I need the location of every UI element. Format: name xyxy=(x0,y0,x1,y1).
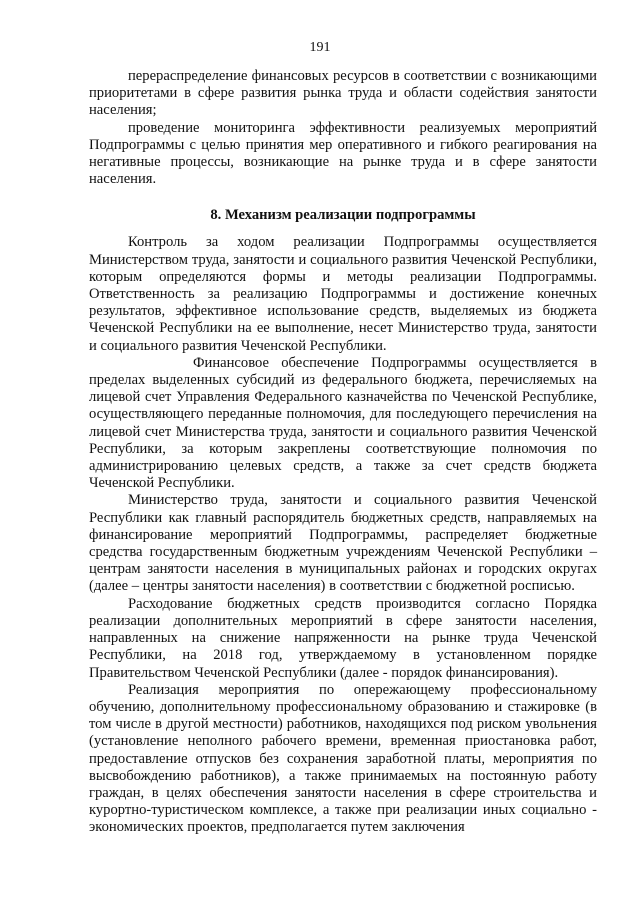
section-paragraph: Финансовое обеспечение Подпрограммы осуществляется в пределах выделенных субсидий из федерального бюджета, перечисляемых на лицевой счет Управления Федерального казначейства по Чеченской Республике, осуществляющего переданные полномочия, для последующего перечисления на лицевой счет Министерства труда, занятости и социального развития Чеченской Республики, за которым закреплены соответствующие полномочия по администрированию целевых средств, а также за счет средств бюджета Чеченской Республики. xyxy=(89,354,597,492)
section-paragraph: Расходование бюджетных средств производится согласно Порядка реализации дополнительных мероприятий в сфере занятости населения, направленных на снижение напряженности на рынке труда Чеченской Республики, на 2018 год, утверждаемому в установленном порядке Правительством Чеченской Республики (далее - порядок финансирования). xyxy=(89,595,597,681)
document-body xyxy=(89,68,597,837)
section-paragraph: Реализация мероприятия по опережающему профессиональному обучению, дополнительному профессиональному образованию и стажировке (в том числе в другой местности) работников, находящихся под риском увольнения (установление неполного рабочего времени, временная приостановка работ, предоставление отпусков без сохранения заработной платы, мероприятия по высвобождению работников), а также принимаемых на постоянную работу граждан, в целях обеспечения занятости населения в сфере строительства и курортно-туристическом комплексе, а также при реализации иных социально - экономических проектов, предполагается путем заключения xyxy=(89,681,597,836)
section-paragraph: Контроль за ходом реализации Подпрограммы осуществляется Министерством труда, занятости и социального развития Чеченской Республики, которым определяются формы и методы реализации Подпрограммы. Ответственность за реализацию Подпрограммы и достижение конечных результатов, эффективное использование средств, выделяемых из бюджета Чеченской Республики на ее выполнение, несет Министерство труда, занятости и социального развития Чеченской Республики. xyxy=(89,234,597,354)
section-heading: 8. Механизм реализации подпрограммы xyxy=(210,207,476,224)
intro-paragraph: проведение мониторинга эффективности реализуемых мероприятий Подпрограммы с целью принятия мер оперативного и гибкого реагирования на негативные процессы, возникающие на рынке труда и в сфере занятости населения. xyxy=(89,119,597,188)
intro-paragraph: перераспределение финансовых ресурсов в соответствии с возникающими приоритетами в сфере развития рынка труда и области содействия занятости населения; xyxy=(89,68,597,119)
section-paragraph: Министерство труда, занятости и социального развития Чеченской Республики как главный распорядитель бюджетных средств, направляемых на финансирование мероприятий Подпрограммы, распределяет бюджетные средства государственным бюджетным учреждениям Чеченской Республики – центрам занятости населения в муниципальных районах и городских округах (далее – центры занятости населения) в соответствии с бюджетной росписью. xyxy=(89,492,597,595)
page-number: 191 xyxy=(309,40,331,55)
